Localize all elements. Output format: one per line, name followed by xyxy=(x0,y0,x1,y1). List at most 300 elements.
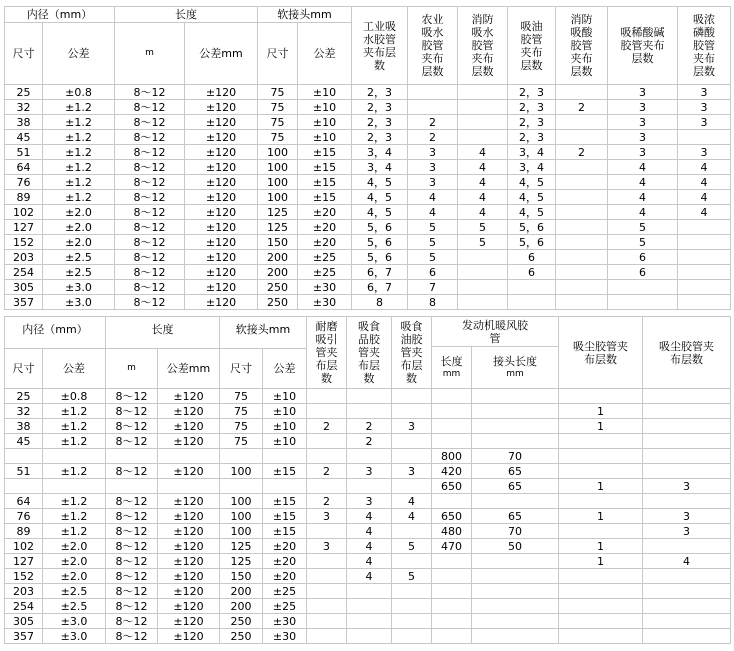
table-row xyxy=(5,479,731,494)
table-cell: ±1.2 xyxy=(43,509,106,524)
header2-length-tolerance: 公差mm xyxy=(158,349,220,389)
table-cell: 4，5 xyxy=(508,190,556,205)
table-cell: ±1.2 xyxy=(43,160,115,175)
table-cell: 3 xyxy=(678,85,731,100)
table-cell: ±120 xyxy=(185,205,258,220)
table-cell: ±20 xyxy=(298,220,352,235)
table-cell: ±120 xyxy=(158,494,220,509)
table-cell: ±0.8 xyxy=(43,389,106,404)
table-cell xyxy=(678,280,731,295)
table-cell: 65 xyxy=(472,464,559,479)
table-cell: 45 xyxy=(5,434,43,449)
table-cell xyxy=(458,100,508,115)
table-cell: 76 xyxy=(5,175,43,190)
table-cell: 75 xyxy=(220,434,263,449)
table-cell: 8～12 xyxy=(115,295,185,310)
table-cell xyxy=(678,130,731,145)
table-cell xyxy=(458,115,508,130)
header-tolerance: 公差 xyxy=(43,23,115,85)
table-cell: ±120 xyxy=(185,100,258,115)
table-cell xyxy=(556,160,608,175)
table-cell: 100 xyxy=(220,509,263,524)
header-length-tolerance: 公差mm xyxy=(185,23,258,85)
table-cell: 5 xyxy=(408,235,458,250)
table-cell: 6，7 xyxy=(352,280,408,295)
table-row xyxy=(5,389,731,404)
table-cell: 480 xyxy=(432,524,472,539)
table-cell: 357 xyxy=(5,629,43,644)
table-cell: 2 xyxy=(307,419,347,434)
table-cell: 8～12 xyxy=(115,265,185,280)
table-cell xyxy=(643,389,731,404)
table-cell: 8～12 xyxy=(106,509,158,524)
table-cell: 3 xyxy=(347,464,392,479)
table-cell: 357 xyxy=(5,295,43,310)
table-cell: 420 xyxy=(432,464,472,479)
table-cell xyxy=(472,569,559,584)
table-cell: 75 xyxy=(258,85,298,100)
header-joint-size: 尺寸 xyxy=(258,23,298,85)
table-cell: 4 xyxy=(608,175,678,190)
table-cell: 125 xyxy=(220,539,263,554)
table-cell: 5 xyxy=(608,235,678,250)
header-fire-suction: 消防吸水胶管夹布层数 xyxy=(458,7,508,85)
table-cell xyxy=(678,235,731,250)
table-cell: 125 xyxy=(258,220,298,235)
table-cell xyxy=(556,265,608,280)
table-cell xyxy=(556,280,608,295)
table-cell: 38 xyxy=(5,419,43,434)
table-cell xyxy=(263,449,307,464)
table-cell: 8～12 xyxy=(115,220,185,235)
table-row xyxy=(5,295,731,310)
table-cell: ±25 xyxy=(298,250,352,265)
table-cell: 2 xyxy=(408,115,458,130)
table-row xyxy=(5,85,731,100)
table-cell: 250 xyxy=(258,295,298,310)
table-cell: 64 xyxy=(5,494,43,509)
table-row xyxy=(5,509,731,524)
table-cell: ±120 xyxy=(185,85,258,100)
table-cell: ±120 xyxy=(185,145,258,160)
table-cell xyxy=(106,449,158,464)
table-cell xyxy=(556,130,608,145)
table-cell xyxy=(392,614,432,629)
table-cell: ±120 xyxy=(158,434,220,449)
table-cell: 8～12 xyxy=(115,115,185,130)
table-row xyxy=(5,614,731,629)
table-cell: ±120 xyxy=(158,524,220,539)
table-cell: 200 xyxy=(258,250,298,265)
table-cell: 6 xyxy=(608,265,678,280)
table-cell xyxy=(158,479,220,494)
header-oil-suction: 吸油胶管夹布层数 xyxy=(508,7,556,85)
table-cell xyxy=(643,569,731,584)
table-cell xyxy=(307,629,347,644)
table-cell: 3 xyxy=(392,464,432,479)
table-cell: 38 xyxy=(5,115,43,130)
table-cell: 8～12 xyxy=(115,235,185,250)
table-cell xyxy=(307,389,347,404)
table-cell xyxy=(307,524,347,539)
table-cell: 8～12 xyxy=(106,629,158,644)
table-row xyxy=(5,584,731,599)
table-cell xyxy=(392,434,432,449)
table-cell xyxy=(508,295,556,310)
table-cell: 3 xyxy=(608,85,678,100)
table-cell: 2，3 xyxy=(352,85,408,100)
table-cell: 8～12 xyxy=(106,539,158,554)
table-cell: 5 xyxy=(408,250,458,265)
table-cell: ±120 xyxy=(185,235,258,250)
table-cell xyxy=(643,599,731,614)
table-cell: 4 xyxy=(392,494,432,509)
table-cell: 5，6 xyxy=(352,250,408,265)
table-cell xyxy=(432,569,472,584)
table-cell: 4 xyxy=(678,205,731,220)
table-cell xyxy=(559,389,643,404)
table-cell xyxy=(43,449,106,464)
table-cell: 8～12 xyxy=(106,569,158,584)
table-cell: 76 xyxy=(5,509,43,524)
table-cell: ±15 xyxy=(298,190,352,205)
table-cell xyxy=(556,175,608,190)
table-cell: ±20 xyxy=(263,539,307,554)
table-cell xyxy=(556,205,608,220)
table-cell: ±120 xyxy=(158,584,220,599)
table-row xyxy=(5,404,731,419)
table-cell xyxy=(158,449,220,464)
table-cell: ±1.2 xyxy=(43,524,106,539)
table-cell: ±120 xyxy=(158,629,220,644)
table-cell: ±1.2 xyxy=(43,494,106,509)
table-cell: ±1.2 xyxy=(43,100,115,115)
table-cell: ±120 xyxy=(185,265,258,280)
table-cell xyxy=(220,449,263,464)
table-cell: 200 xyxy=(258,265,298,280)
table-cell xyxy=(556,295,608,310)
table-cell: 8～12 xyxy=(115,250,185,265)
table-cell: 75 xyxy=(258,130,298,145)
table-cell: 75 xyxy=(220,419,263,434)
table-cell xyxy=(432,404,472,419)
table-cell: 650 xyxy=(432,509,472,524)
table-cell: ±120 xyxy=(185,115,258,130)
table-cell: 4 xyxy=(678,190,731,205)
table-row xyxy=(5,160,731,175)
table-row xyxy=(5,554,731,569)
table-cell xyxy=(559,524,643,539)
table-cell: 100 xyxy=(220,524,263,539)
table-cell: 5，6 xyxy=(508,220,556,235)
table-cell: 800 xyxy=(432,449,472,464)
table-cell: ±2.0 xyxy=(43,554,106,569)
table-cell: 100 xyxy=(258,160,298,175)
table-cell: 250 xyxy=(258,280,298,295)
table-cell: ±2.5 xyxy=(43,584,106,599)
table-cell: 8～12 xyxy=(115,175,185,190)
table-cell xyxy=(559,569,643,584)
header2-wear-suction: 耐磨吸引管夹布层数 xyxy=(307,317,347,389)
table-cell: ±10 xyxy=(263,434,307,449)
table-cell: 4 xyxy=(608,160,678,175)
engine-length-label: 长度 xyxy=(440,354,463,368)
table-row xyxy=(5,265,731,280)
header-size: 尺寸 xyxy=(5,23,43,85)
table-cell xyxy=(472,389,559,404)
table-cell: 3，4 xyxy=(352,160,408,175)
table-cell: 70 xyxy=(472,524,559,539)
table-cell: 4，5 xyxy=(508,205,556,220)
table-cell: 2，3 xyxy=(508,115,556,130)
table-cell: 8 xyxy=(408,295,458,310)
table-cell: 89 xyxy=(5,190,43,205)
table-cell xyxy=(472,419,559,434)
table-cell xyxy=(643,539,731,554)
table-cell xyxy=(432,629,472,644)
table-cell: 4 xyxy=(678,160,731,175)
table-cell: 6 xyxy=(408,265,458,280)
table-cell xyxy=(643,434,731,449)
table-cell: 2 xyxy=(556,100,608,115)
table-cell: ±25 xyxy=(263,584,307,599)
table-cell: 254 xyxy=(5,599,43,614)
table-cell: 3 xyxy=(643,479,731,494)
table-row xyxy=(5,100,731,115)
table-cell: ±1.2 xyxy=(43,130,115,145)
header2-dust-2: 吸尘胶管夹布层数 xyxy=(643,317,731,389)
table-row xyxy=(5,220,731,235)
table-cell: 5 xyxy=(458,235,508,250)
table-cell: ±120 xyxy=(185,250,258,265)
table-2-body xyxy=(5,389,731,644)
table-cell: 64 xyxy=(5,160,43,175)
table-cell xyxy=(458,280,508,295)
table-cell: 3 xyxy=(678,100,731,115)
table-cell xyxy=(347,449,392,464)
table-row xyxy=(5,569,731,584)
table-cell: 3 xyxy=(408,175,458,190)
table-cell: ±120 xyxy=(185,160,258,175)
table-cell: 152 xyxy=(5,235,43,250)
table-cell: ±1.2 xyxy=(43,464,106,479)
header2-size: 尺寸 xyxy=(5,349,43,389)
table-cell xyxy=(643,404,731,419)
table-cell: 75 xyxy=(220,389,263,404)
table-cell: ±120 xyxy=(158,539,220,554)
table-cell: ±1.2 xyxy=(43,145,115,160)
table-cell: ±20 xyxy=(263,569,307,584)
table-cell: 100 xyxy=(220,494,263,509)
header-joint-tolerance: 公差 xyxy=(298,23,352,85)
table-cell xyxy=(556,250,608,265)
table-cell xyxy=(678,220,731,235)
table-cell: ±15 xyxy=(263,464,307,479)
table-cell: 203 xyxy=(5,584,43,599)
table-cell xyxy=(608,280,678,295)
header2-length: 长度 xyxy=(106,317,220,349)
table-row xyxy=(5,250,731,265)
engine-joint-label: 接头长度 xyxy=(493,354,537,368)
table-row xyxy=(5,280,731,295)
table-cell: 8～12 xyxy=(106,434,158,449)
table-cell xyxy=(392,404,432,419)
table-cell: ±120 xyxy=(158,404,220,419)
table-cell: ±1.2 xyxy=(43,190,115,205)
table-cell: 250 xyxy=(220,614,263,629)
table-cell: 100 xyxy=(258,175,298,190)
table-cell: 2，3 xyxy=(508,100,556,115)
table-cell: 150 xyxy=(258,235,298,250)
header2-dust-1: 吸尘胶管夹布层数 xyxy=(559,317,643,389)
table-cell: ±2.0 xyxy=(43,220,115,235)
table-cell: 8 xyxy=(352,295,408,310)
table-cell: ±2.0 xyxy=(43,235,115,250)
engine-group-label: 发动机暖风胶管 xyxy=(462,318,528,345)
table-cell xyxy=(347,404,392,419)
table-cell: 4 xyxy=(347,569,392,584)
table-cell: 2，3 xyxy=(352,100,408,115)
table-cell: 2，3 xyxy=(352,115,408,130)
table-cell xyxy=(458,265,508,280)
table-cell: 2 xyxy=(408,130,458,145)
table-cell: 5，6 xyxy=(352,220,408,235)
table-cell: 8～12 xyxy=(115,130,185,145)
header2-engine-group xyxy=(432,317,559,347)
table-cell xyxy=(432,599,472,614)
table-row xyxy=(5,464,731,479)
table-cell xyxy=(347,614,392,629)
table-cell xyxy=(472,629,559,644)
table-row xyxy=(5,175,731,190)
table-cell: 2 xyxy=(556,145,608,160)
table-cell: 3 xyxy=(608,100,678,115)
table-cell: 3 xyxy=(643,509,731,524)
table-cell: 8～12 xyxy=(106,464,158,479)
table-cell xyxy=(347,629,392,644)
table-cell: 4，5 xyxy=(352,205,408,220)
table-cell xyxy=(458,85,508,100)
table-cell xyxy=(559,599,643,614)
table-cell xyxy=(307,404,347,419)
table-cell: 102 xyxy=(5,539,43,554)
table-cell xyxy=(678,250,731,265)
table-cell: 8～12 xyxy=(106,404,158,419)
table-cell: 3 xyxy=(608,115,678,130)
table-cell: 3 xyxy=(608,130,678,145)
table-cell: 75 xyxy=(258,115,298,130)
header-length: 长度 xyxy=(115,7,258,23)
table-cell: 305 xyxy=(5,280,43,295)
table-cell xyxy=(347,599,392,614)
table-cell: 6 xyxy=(608,250,678,265)
table-cell xyxy=(347,389,392,404)
table-cell xyxy=(559,584,643,599)
header2-engine-joint xyxy=(472,347,559,389)
table-cell xyxy=(556,115,608,130)
table-cell: ±3.0 xyxy=(43,614,106,629)
table-cell: ±20 xyxy=(298,205,352,220)
header-conc-acid: 吸浓磷酸胶管夹布层数 xyxy=(678,7,731,85)
header-soft-joint: 软接头mm xyxy=(258,7,352,23)
table-cell xyxy=(643,449,731,464)
table-cell xyxy=(643,494,731,509)
header-length-unit: m xyxy=(115,23,185,85)
table-cell: 8～12 xyxy=(106,524,158,539)
table-cell: 8～12 xyxy=(106,419,158,434)
table-cell: 8～12 xyxy=(106,614,158,629)
table-cell: ±30 xyxy=(263,614,307,629)
table-cell xyxy=(559,614,643,629)
table-cell xyxy=(508,280,556,295)
table-cell: 3 xyxy=(408,160,458,175)
table-cell: ±120 xyxy=(158,569,220,584)
table-row xyxy=(5,434,731,449)
header2-inner-diameter: 内径（mm） xyxy=(5,317,106,349)
header2-food-suction: 吸食品胶管夹布层数 xyxy=(347,317,392,389)
table-cell xyxy=(432,554,472,569)
table-cell: 3 xyxy=(608,145,678,160)
table-1-body xyxy=(5,85,731,310)
table-cell: 4，5 xyxy=(352,190,408,205)
table-row xyxy=(5,539,731,554)
table-cell: ±120 xyxy=(158,599,220,614)
header2-length-unit: m xyxy=(106,349,158,389)
table-cell xyxy=(432,434,472,449)
table-row xyxy=(5,130,731,145)
table-cell: 3，4 xyxy=(508,145,556,160)
table-cell: 2，3 xyxy=(508,130,556,145)
table-cell: ±2.5 xyxy=(43,265,115,280)
table-cell xyxy=(392,629,432,644)
table-cell: 3 xyxy=(408,145,458,160)
table-cell xyxy=(5,479,43,494)
table-cell: 4 xyxy=(408,190,458,205)
table-cell xyxy=(392,599,432,614)
table-cell: ±10 xyxy=(263,404,307,419)
table-cell: 4，5 xyxy=(352,175,408,190)
table-cell: 5 xyxy=(608,220,678,235)
table-cell: 75 xyxy=(220,404,263,419)
table-cell: ±25 xyxy=(263,599,307,614)
table-row xyxy=(5,524,731,539)
table-cell: 200 xyxy=(220,599,263,614)
table-cell xyxy=(678,265,731,280)
table-cell xyxy=(643,464,731,479)
table-cell: ±2.0 xyxy=(43,539,106,554)
table-cell: ±120 xyxy=(185,175,258,190)
table-cell: 305 xyxy=(5,614,43,629)
table-row xyxy=(5,449,731,464)
table-cell: 3 xyxy=(392,419,432,434)
table-cell: 4 xyxy=(392,509,432,524)
table-cell xyxy=(472,404,559,419)
table-cell: 8～12 xyxy=(106,584,158,599)
table-cell: 8～12 xyxy=(115,145,185,160)
table-cell xyxy=(5,449,43,464)
table-cell: 6，7 xyxy=(352,265,408,280)
table-cell: 125 xyxy=(220,554,263,569)
table-cell: ±30 xyxy=(298,295,352,310)
table-cell xyxy=(432,584,472,599)
table-cell: 4 xyxy=(608,205,678,220)
table-cell xyxy=(432,389,472,404)
table-cell: 65 xyxy=(472,479,559,494)
table-cell xyxy=(472,494,559,509)
table-cell: ±25 xyxy=(298,265,352,280)
table-cell: 1 xyxy=(559,404,643,419)
table-row xyxy=(5,115,731,130)
